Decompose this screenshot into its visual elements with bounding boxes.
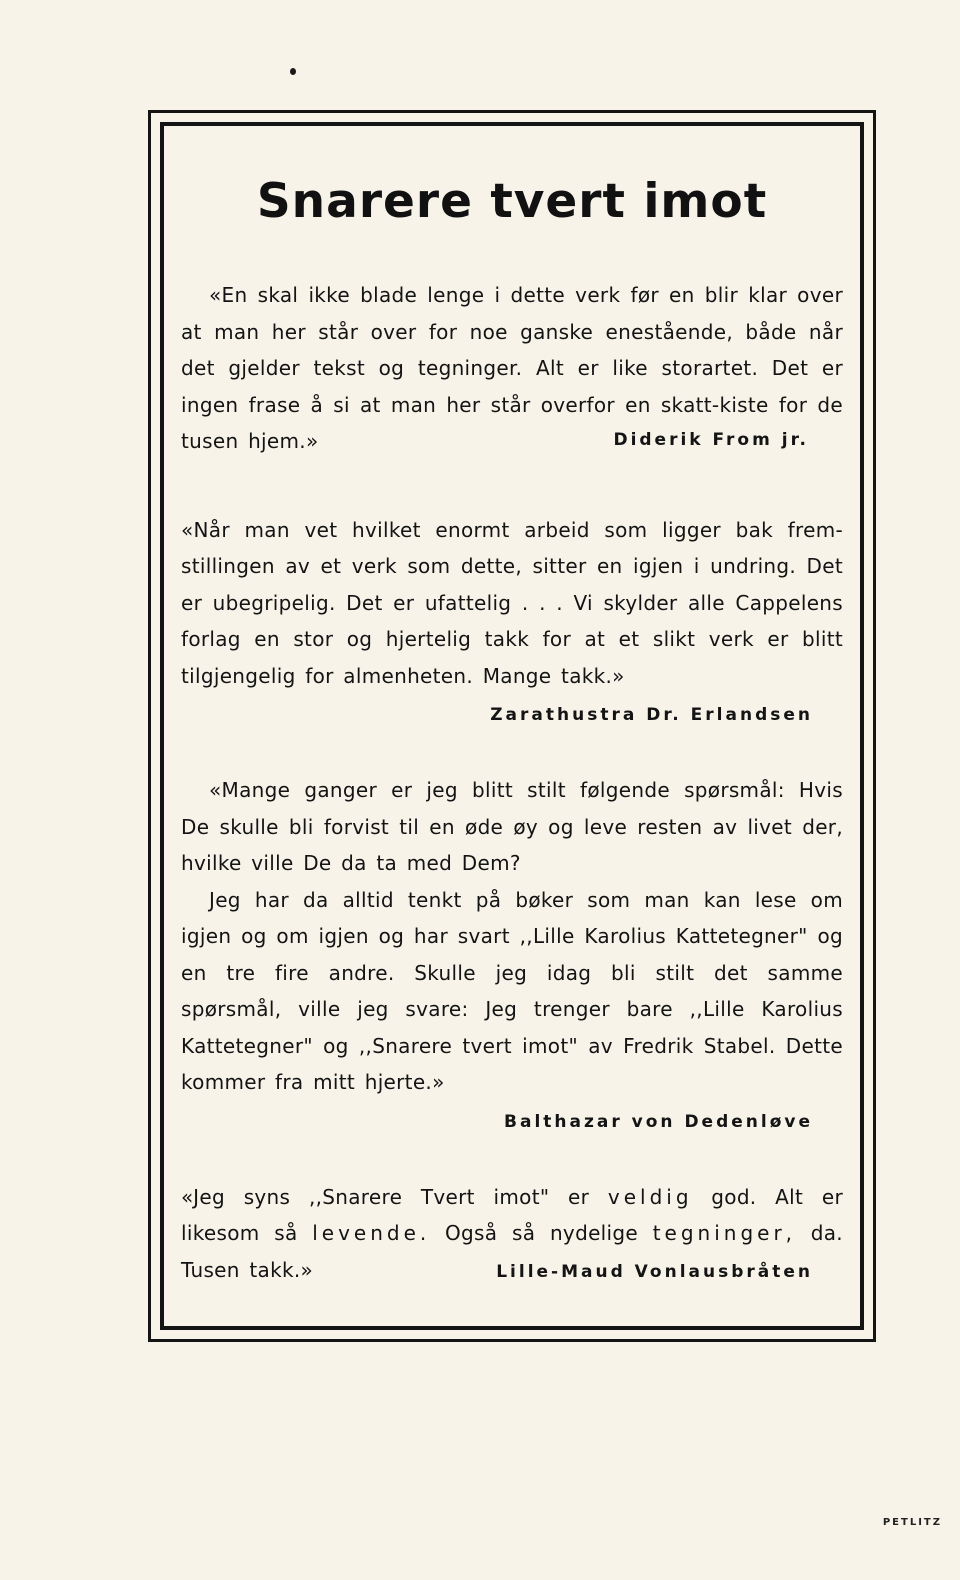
quote-text: god. Alt er likesom så xyxy=(181,1184,843,1245)
quote-text: da. Tusen takk.» xyxy=(181,1221,843,1282)
review-author: Zarathustra Dr. Erlandsen xyxy=(490,705,813,725)
review-author: Diderik From jr. xyxy=(613,430,809,450)
review-quote xyxy=(181,772,843,1101)
review-erlandsen xyxy=(181,512,843,731)
page-title: Snarere tvert imot xyxy=(256,174,768,229)
review-panel xyxy=(181,165,843,1288)
ink-dot xyxy=(290,68,296,75)
quote-text: Også så nydelige xyxy=(444,1221,638,1245)
review-quote-paragraph: «Mange ganger er jeg blitt stilt følgende spørsmål: Hvis De skulle bli forvist til en øde øy og leve resten av livet der, hvilke ville De da ta med Dem? xyxy=(181,778,843,875)
quote-emphasis: veldig xyxy=(607,1184,693,1209)
quote-emphasis: tegninger, xyxy=(652,1221,797,1245)
quote-text: «Jeg syns ,,Snarere Tvert imot" er xyxy=(181,1184,590,1209)
review-dedenlove xyxy=(181,772,843,1137)
review-quote xyxy=(181,512,843,695)
review-quote-text: «Når man vet hvilket enormt arbeid som ligger bak frem-stillingen av et verk som dette, sitter en igjen i undring. Det er ubegripelig. Det er ufattelig . . . Vi skylder alle Cappelens forlag en stor og hjertelig takk for at et slikt verk er blitt tilgjengelig for almenheten. Mange takk.» xyxy=(181,517,843,688)
quote-emphasis: levende. xyxy=(312,1221,431,1245)
publisher-mark: PETLITZ xyxy=(882,1517,942,1528)
review-quote-paragraph: Jeg har da alltid tenkt på bøker som man kan lese om igjen og om igjen og har svart ,,Lille Karolius Kattetegner" og en tre fire andre. Skulle jeg idag bli stilt det samme spørsmål, ville jeg svare: Jeg trenger bare ,,Lille Karolius Kattetegner" og ,,Snarere tvert imot" av Fredrik Stabel. Dette kommer fra mitt hjerte.» xyxy=(181,887,843,1094)
review-from xyxy=(181,277,843,460)
review-author: Lille-Maud Vonlausbråten xyxy=(496,1261,813,1282)
review-quote: «En skal ikke blade lenge i dette verk før en blir klar over at man her står over for noe ganske enestående, både når det gjelder tekst og tegninger. Alt er like storartet. Det er ingen frase å si at man her står overfor en skatt-kiste for de tusen hjem.» xyxy=(181,283,843,453)
review-vonlausbraten xyxy=(181,1179,843,1289)
review-author: Balthazar von Dedenløve xyxy=(504,1111,813,1132)
